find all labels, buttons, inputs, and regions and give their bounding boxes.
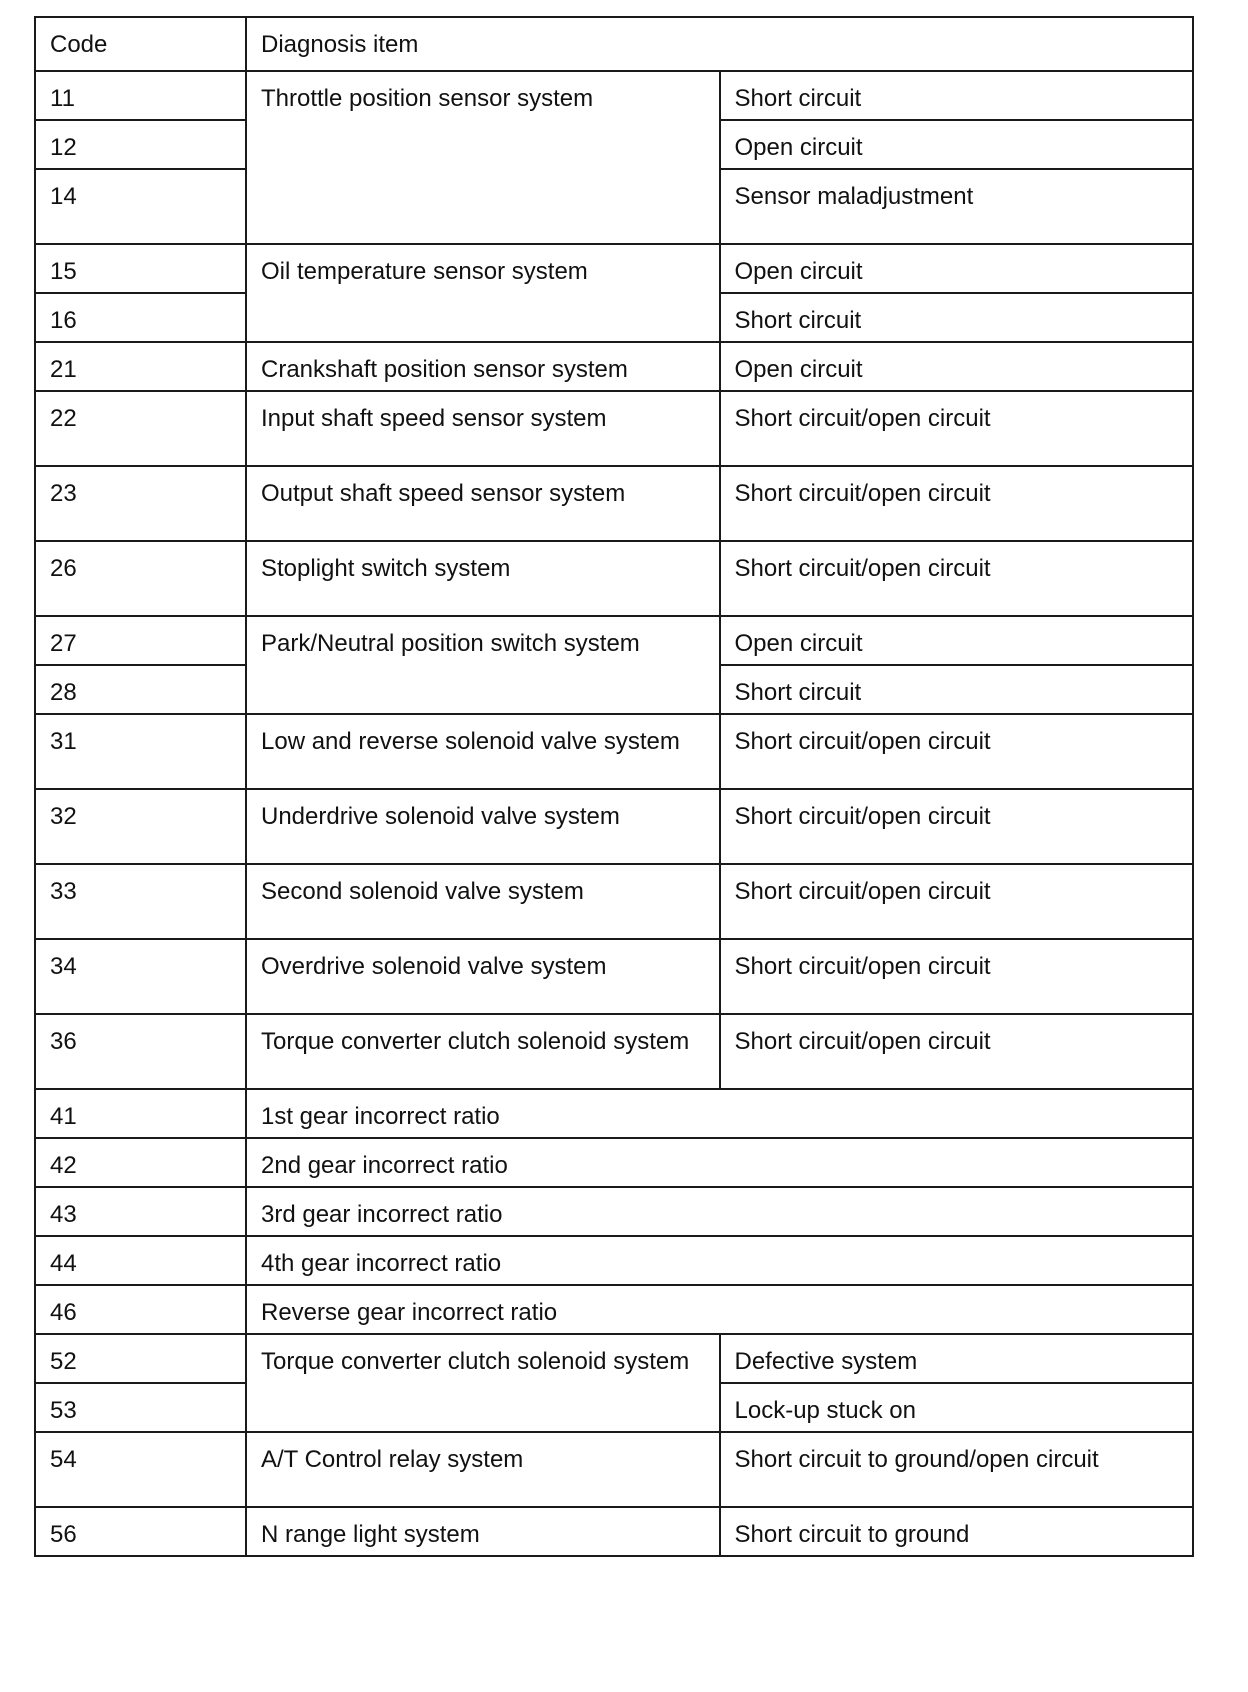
header-diagnosis-item: Diagnosis item	[246, 17, 1193, 71]
diagnosis-item-cell: Low and reverse solenoid valve system	[246, 714, 720, 789]
diagnosis-item-cell: Crankshaft position sensor system	[246, 342, 720, 391]
diagnosis-item-cell: N range light system	[246, 1507, 720, 1556]
code-cell: 22	[35, 391, 246, 466]
table-row	[35, 342, 1193, 391]
table-row	[35, 714, 1193, 789]
table-row	[35, 864, 1193, 939]
diagnosis-item-cell: 2nd gear incorrect ratio	[246, 1138, 1193, 1187]
diagnosis-item-cell: Torque converter clutch solenoid system	[246, 1014, 720, 1089]
code-cell: 41	[35, 1089, 246, 1138]
detail-cell: Short circuit/open circuit	[720, 789, 1194, 864]
detail-cell: Sensor maladjustment	[720, 169, 1194, 244]
diagnosis-item-cell: 4th gear incorrect ratio	[246, 1236, 1193, 1285]
code-cell: 42	[35, 1138, 246, 1187]
detail-cell: Short circuit	[720, 71, 1194, 120]
diagnosis-item-cell: A/T Control relay system	[246, 1432, 720, 1507]
diagnosis-item-cell: Torque converter clutch solenoid system	[246, 1334, 720, 1432]
code-cell: 32	[35, 789, 246, 864]
table-row	[35, 1138, 1193, 1187]
code-cell: 54	[35, 1432, 246, 1507]
detail-cell: Lock-up stuck on	[720, 1383, 1194, 1432]
code-cell: 21	[35, 342, 246, 391]
table-row	[35, 244, 1193, 293]
diagnosis-item-cell: Oil temperature sensor system	[246, 244, 720, 342]
code-cell: 14	[35, 169, 246, 244]
code-cell: 26	[35, 541, 246, 616]
code-cell: 12	[35, 120, 246, 169]
table-row	[35, 1432, 1193, 1507]
code-cell: 11	[35, 71, 246, 120]
code-cell: 31	[35, 714, 246, 789]
table-row	[35, 1089, 1193, 1138]
diagnosis-item-cell: Park/Neutral position switch system	[246, 616, 720, 714]
diagnosis-item-cell: 1st gear incorrect ratio	[246, 1089, 1193, 1138]
code-cell: 56	[35, 1507, 246, 1556]
table-row	[35, 466, 1193, 541]
table-row	[35, 71, 1193, 120]
table-row	[35, 1187, 1193, 1236]
detail-cell: Open circuit	[720, 120, 1194, 169]
detail-cell: Short circuit to ground/open circuit	[720, 1432, 1194, 1507]
detail-cell: Short circuit/open circuit	[720, 466, 1194, 541]
code-cell: 46	[35, 1285, 246, 1334]
code-cell: 33	[35, 864, 246, 939]
table-row	[35, 616, 1193, 665]
diagnosis-item-cell: Overdrive solenoid valve system	[246, 939, 720, 1014]
diagnosis-code-table	[34, 16, 1194, 1557]
code-cell: 28	[35, 665, 246, 714]
table-row	[35, 1285, 1193, 1334]
diagnosis-item-cell: Reverse gear incorrect ratio	[246, 1285, 1193, 1334]
detail-cell: Defective system	[720, 1334, 1194, 1383]
detail-cell: Open circuit	[720, 342, 1194, 391]
detail-cell: Short circuit/open circuit	[720, 391, 1194, 466]
detail-cell: Short circuit	[720, 293, 1194, 342]
detail-cell: Short circuit/open circuit	[720, 939, 1194, 1014]
code-cell: 27	[35, 616, 246, 665]
table-row	[35, 1236, 1193, 1285]
detail-cell: Short circuit to ground	[720, 1507, 1194, 1556]
table-row	[35, 1507, 1193, 1556]
code-cell: 44	[35, 1236, 246, 1285]
header-code: Code	[35, 17, 246, 71]
diagnosis-item-cell: Input shaft speed sensor system	[246, 391, 720, 466]
table-row	[35, 541, 1193, 616]
diagnosis-item-cell: 3rd gear incorrect ratio	[246, 1187, 1193, 1236]
code-cell: 15	[35, 244, 246, 293]
code-cell: 53	[35, 1383, 246, 1432]
detail-cell: Short circuit	[720, 665, 1194, 714]
diagnosis-item-cell: Stoplight switch system	[246, 541, 720, 616]
table-row	[35, 1014, 1193, 1089]
table-row	[35, 391, 1193, 466]
table-row	[35, 789, 1193, 864]
code-cell: 52	[35, 1334, 246, 1383]
code-cell: 23	[35, 466, 246, 541]
detail-cell: Short circuit/open circuit	[720, 1014, 1194, 1089]
detail-cell: Short circuit/open circuit	[720, 714, 1194, 789]
code-cell: 16	[35, 293, 246, 342]
code-cell: 43	[35, 1187, 246, 1236]
detail-cell: Short circuit/open circuit	[720, 541, 1194, 616]
table-row	[35, 939, 1193, 1014]
table-row	[35, 1334, 1193, 1383]
diagnosis-item-cell: Underdrive solenoid valve system	[246, 789, 720, 864]
detail-cell: Open circuit	[720, 616, 1194, 665]
code-cell: 36	[35, 1014, 246, 1089]
detail-cell: Short circuit/open circuit	[720, 864, 1194, 939]
diagnosis-item-cell: Second solenoid valve system	[246, 864, 720, 939]
diagnosis-item-cell: Output shaft speed sensor system	[246, 466, 720, 541]
diagnosis-item-cell: Throttle position sensor system	[246, 71, 720, 244]
detail-cell: Open circuit	[720, 244, 1194, 293]
code-cell: 34	[35, 939, 246, 1014]
table-header-row	[35, 17, 1193, 71]
